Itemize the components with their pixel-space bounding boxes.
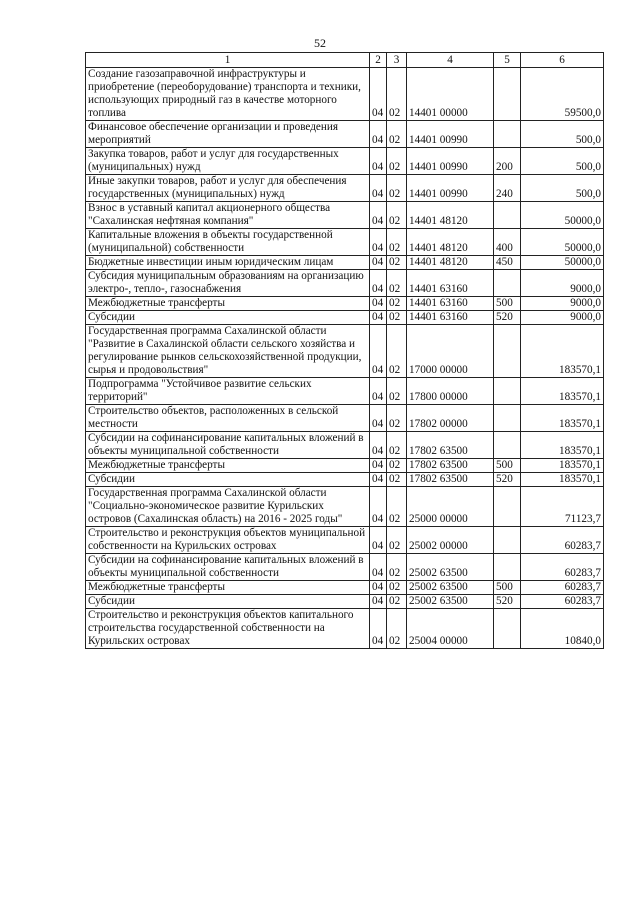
row-amount-cell: 183570,1	[521, 378, 604, 405]
table-row	[86, 473, 604, 487]
row-expense-type-cell	[494, 487, 521, 527]
table-row	[86, 527, 604, 554]
row-amount-cell: 60283,7	[521, 595, 604, 609]
table-row	[86, 229, 604, 256]
row-name-cell: Закупка товаров, работ и услуг для государственных (муниципальных) нужд	[86, 148, 370, 175]
row-section-cell: 04	[370, 256, 387, 270]
row-expense-type-cell	[494, 325, 521, 378]
row-target-code-cell: 14401 00990	[407, 148, 494, 175]
row-subsection-cell: 02	[387, 256, 407, 270]
row-amount-cell: 500,0	[521, 148, 604, 175]
row-expense-type-cell: 520	[494, 311, 521, 325]
row-amount-cell: 50000,0	[521, 229, 604, 256]
table-row	[86, 311, 604, 325]
row-amount-cell: 60283,7	[521, 527, 604, 554]
row-subsection-cell: 02	[387, 405, 407, 432]
row-target-code-cell: 25002 63500	[407, 595, 494, 609]
row-section-cell: 04	[370, 378, 387, 405]
table-row	[86, 609, 604, 649]
row-name-cell: Финансовое обеспечение организации и проведения мероприятий	[86, 121, 370, 148]
row-name-cell: Иные закупки товаров, работ и услуг для обеспечения государственных (муниципальных) нужд	[86, 175, 370, 202]
row-name-cell: Капитальные вложения в объекты государственной (муниципальной) собственности	[86, 229, 370, 256]
row-target-code-cell: 17802 63500	[407, 473, 494, 487]
budget-table	[85, 52, 604, 649]
column-header-1: 1	[86, 53, 370, 68]
row-expense-type-cell: 500	[494, 459, 521, 473]
row-name-cell: Строительство и реконструкция объектов капитального строительства государственной собственности на Курильских островах	[86, 609, 370, 649]
row-amount-cell: 183570,1	[521, 432, 604, 459]
table-row	[86, 297, 604, 311]
row-name-cell: Бюджетные инвестиции иным юридическим лицам	[86, 256, 370, 270]
table-row	[86, 459, 604, 473]
column-header-4: 4	[407, 53, 494, 68]
row-expense-type-cell: 520	[494, 595, 521, 609]
row-name-cell: Подпрограмма "Устойчивое развитие сельских территорий"	[86, 378, 370, 405]
row-section-cell: 04	[370, 121, 387, 148]
row-section-cell: 04	[370, 487, 387, 527]
row-subsection-cell: 02	[387, 175, 407, 202]
row-section-cell: 04	[370, 554, 387, 581]
row-subsection-cell: 02	[387, 325, 407, 378]
row-amount-cell: 50000,0	[521, 202, 604, 229]
row-subsection-cell: 02	[387, 609, 407, 649]
row-section-cell: 04	[370, 473, 387, 487]
row-section-cell: 04	[370, 325, 387, 378]
row-target-code-cell: 17800 00000	[407, 378, 494, 405]
row-expense-type-cell: 520	[494, 473, 521, 487]
row-subsection-cell: 02	[387, 202, 407, 229]
row-expense-type-cell	[494, 527, 521, 554]
row-target-code-cell: 25002 63500	[407, 581, 494, 595]
row-section-cell: 04	[370, 459, 387, 473]
row-subsection-cell: 02	[387, 311, 407, 325]
row-section-cell: 04	[370, 202, 387, 229]
row-section-cell: 04	[370, 68, 387, 121]
table-row	[86, 148, 604, 175]
table-row	[86, 595, 604, 609]
row-name-cell: Субсидии	[86, 595, 370, 609]
row-amount-cell: 71123,7	[521, 487, 604, 527]
row-expense-type-cell: 500	[494, 581, 521, 595]
row-name-cell: Государственная программа Сахалинской области "Развитие в Сахалинской области сельского хозяйства и регулирование рынков сельскохозяйственной продукции, сырья и продовольствия"	[86, 325, 370, 378]
row-subsection-cell: 02	[387, 581, 407, 595]
row-section-cell: 04	[370, 229, 387, 256]
table-body	[86, 68, 604, 649]
row-section-cell: 04	[370, 581, 387, 595]
row-subsection-cell: 02	[387, 229, 407, 256]
row-expense-type-cell: 500	[494, 297, 521, 311]
row-target-code-cell: 14401 00990	[407, 175, 494, 202]
row-section-cell: 04	[370, 148, 387, 175]
row-section-cell: 04	[370, 595, 387, 609]
row-name-cell: Субсидии на софинансирование капитальных вложений в объекты муниципальной собственности	[86, 432, 370, 459]
row-name-cell: Субсидии	[86, 473, 370, 487]
row-expense-type-cell	[494, 202, 521, 229]
row-expense-type-cell: 200	[494, 148, 521, 175]
row-section-cell: 04	[370, 175, 387, 202]
row-amount-cell: 183570,1	[521, 405, 604, 432]
row-expense-type-cell: 240	[494, 175, 521, 202]
table-row	[86, 378, 604, 405]
row-name-cell: Создание газозаправочной инфраструктуры и приобретение (переоборудование) транспорта и техники, использующих природный газ в качестве моторного топлива	[86, 68, 370, 121]
row-amount-cell: 9000,0	[521, 270, 604, 297]
row-amount-cell: 10840,0	[521, 609, 604, 649]
row-name-cell: Межбюджетные трансферты	[86, 297, 370, 311]
row-amount-cell: 59500,0	[521, 68, 604, 121]
row-subsection-cell: 02	[387, 432, 407, 459]
row-expense-type-cell	[494, 405, 521, 432]
row-name-cell: Субсидии	[86, 311, 370, 325]
row-target-code-cell: 14401 48120	[407, 202, 494, 229]
row-target-code-cell: 14401 48120	[407, 229, 494, 256]
row-target-code-cell: 25000 00000	[407, 487, 494, 527]
row-section-cell: 04	[370, 311, 387, 325]
table-row	[86, 554, 604, 581]
row-name-cell: Субсидия муниципальным образованиям на организацию электро-, тепло-, газоснабжения	[86, 270, 370, 297]
row-target-code-cell: 17000 00000	[407, 325, 494, 378]
row-expense-type-cell: 450	[494, 256, 521, 270]
table-row	[86, 405, 604, 432]
table-row	[86, 581, 604, 595]
row-expense-type-cell	[494, 609, 521, 649]
row-subsection-cell: 02	[387, 595, 407, 609]
row-expense-type-cell	[494, 68, 521, 121]
table-row	[86, 68, 604, 121]
row-name-cell: Взнос в уставный капитал акционерного общества "Сахалинская нефтяная компания"	[86, 202, 370, 229]
row-expense-type-cell	[494, 432, 521, 459]
row-section-cell: 04	[370, 609, 387, 649]
row-subsection-cell: 02	[387, 378, 407, 405]
table-row	[86, 432, 604, 459]
row-amount-cell: 183570,1	[521, 325, 604, 378]
row-amount-cell: 500,0	[521, 175, 604, 202]
row-subsection-cell: 02	[387, 527, 407, 554]
table-row	[86, 487, 604, 527]
row-subsection-cell: 02	[387, 148, 407, 175]
row-amount-cell: 60283,7	[521, 554, 604, 581]
row-section-cell: 04	[370, 405, 387, 432]
row-expense-type-cell: 400	[494, 229, 521, 256]
row-target-code-cell: 25004 00000	[407, 609, 494, 649]
row-subsection-cell: 02	[387, 270, 407, 297]
row-subsection-cell: 02	[387, 554, 407, 581]
row-target-code-cell: 25002 63500	[407, 554, 494, 581]
row-expense-type-cell	[494, 121, 521, 148]
table-row	[86, 121, 604, 148]
column-header-2: 2	[370, 53, 387, 68]
table-header-row	[86, 53, 604, 68]
row-name-cell: Строительство и реконструкция объектов муниципальной собственности на Курильских островах	[86, 527, 370, 554]
row-target-code-cell: 25002 00000	[407, 527, 494, 554]
row-target-code-cell: 14401 63160	[407, 297, 494, 311]
row-section-cell: 04	[370, 270, 387, 297]
row-name-cell: Межбюджетные трансферты	[86, 459, 370, 473]
row-expense-type-cell	[494, 378, 521, 405]
column-header-3: 3	[387, 53, 407, 68]
row-section-cell: 04	[370, 297, 387, 311]
row-amount-cell: 9000,0	[521, 311, 604, 325]
row-subsection-cell: 02	[387, 68, 407, 121]
row-subsection-cell: 02	[387, 121, 407, 148]
row-subsection-cell: 02	[387, 473, 407, 487]
row-target-code-cell: 17802 63500	[407, 432, 494, 459]
row-amount-cell: 183570,1	[521, 473, 604, 487]
row-amount-cell: 50000,0	[521, 256, 604, 270]
table-row	[86, 256, 604, 270]
row-amount-cell: 183570,1	[521, 459, 604, 473]
row-name-cell: Государственная программа Сахалинской области "Социально-экономическое развитие Курильских островов (Сахалинская область) на 2016 - 2025 годы"	[86, 487, 370, 527]
row-section-cell: 04	[370, 432, 387, 459]
table-row	[86, 175, 604, 202]
row-amount-cell: 500,0	[521, 121, 604, 148]
column-header-5: 5	[494, 53, 521, 68]
row-amount-cell: 9000,0	[521, 297, 604, 311]
row-target-code-cell: 14401 00990	[407, 121, 494, 148]
row-target-code-cell: 14401 63160	[407, 311, 494, 325]
table-row	[86, 325, 604, 378]
row-subsection-cell: 02	[387, 459, 407, 473]
row-target-code-cell: 17802 63500	[407, 459, 494, 473]
row-subsection-cell: 02	[387, 297, 407, 311]
row-name-cell: Межбюджетные трансферты	[86, 581, 370, 595]
row-expense-type-cell	[494, 270, 521, 297]
table-row	[86, 202, 604, 229]
row-subsection-cell: 02	[387, 487, 407, 527]
table-row	[86, 270, 604, 297]
row-target-code-cell: 17802 00000	[407, 405, 494, 432]
row-expense-type-cell	[494, 554, 521, 581]
row-section-cell: 04	[370, 527, 387, 554]
row-amount-cell: 60283,7	[521, 581, 604, 595]
row-target-code-cell: 14401 00000	[407, 68, 494, 121]
page-number: 52	[314, 36, 326, 50]
row-target-code-cell: 14401 48120	[407, 256, 494, 270]
row-target-code-cell: 14401 63160	[407, 270, 494, 297]
row-name-cell: Строительство объектов, расположенных в сельской местности	[86, 405, 370, 432]
row-name-cell: Субсидии на софинансирование капитальных вложений в объекты муниципальной собственности	[86, 554, 370, 581]
column-header-6: 6	[521, 53, 604, 68]
